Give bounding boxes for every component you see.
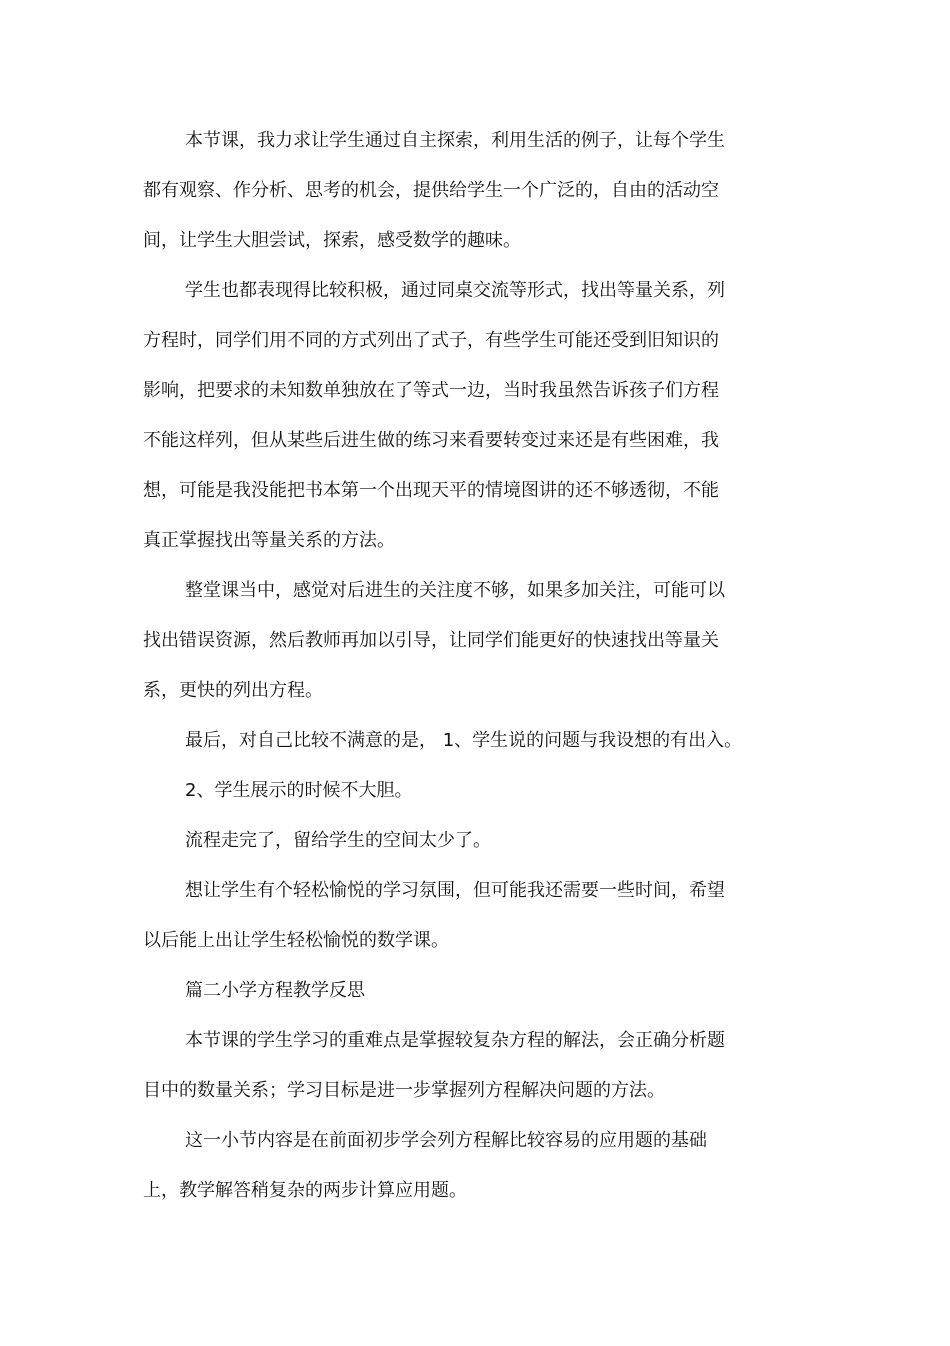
text-line: 真正掌握找出等量关系的方法。 xyxy=(143,530,395,551)
paragraph-9 xyxy=(143,1116,783,1216)
text-line: 间，让学生大胆尝试，探索，感受数学的趣味。 xyxy=(143,230,521,251)
text-line: 流程走完了，留给学生的空间太少了。 xyxy=(185,830,491,851)
text-line: 都有观察、作分析、思考的机会，提供给学生一个广泛的，自由的活动空 xyxy=(143,180,719,201)
text-line: 上，教学解答稍复杂的两步计算应用题。 xyxy=(143,1180,467,1201)
text-line: 这一小节内容是在前面初步学会列方程解比较容易的应用题的基础 xyxy=(185,1130,707,1151)
text-line: 本节课，我力求让学生通过自主探索，利用生活的例子，让每个学生 xyxy=(185,130,725,151)
paragraph-6 xyxy=(143,816,783,866)
text-line: 影响，把要求的未知数单独放在了等式一边，当时我虽然告诉孩子们方程 xyxy=(143,380,719,401)
section-title: 篇二小学方程教学反思 xyxy=(185,980,365,1001)
text-line: 系，更快的列出方程。 xyxy=(143,680,323,701)
text-line: 以后能上出让学生轻松愉悦的数学课。 xyxy=(143,930,449,951)
paragraph-3 xyxy=(143,566,783,716)
paragraph-2 xyxy=(143,266,783,566)
text-line: 想，可能是我没能把书本第一个出现天平的情境图讲的还不够透彻，不能 xyxy=(143,480,719,501)
text-line: 不能这样列，但从某些后进生做的练习来看要转变过来还是有些困难，我 xyxy=(143,430,719,451)
text-line: 方程时，同学们用不同的方式列出了式子，有些学生可能还受到旧知识的 xyxy=(143,330,719,351)
text-line: 整堂课当中，感觉对后进生的关注度不够，如果多加关注，可能可以 xyxy=(185,580,725,601)
text-line: 2、学生展示的时候不大胆。 xyxy=(185,780,413,801)
paragraph-7 xyxy=(143,866,783,966)
paragraph-8 xyxy=(143,1016,783,1116)
text-line: 目中的数量关系；学习目标是进一步掌握列方程解决问题的方法。 xyxy=(143,1080,665,1101)
paragraph-1 xyxy=(143,116,783,266)
text-line: 想让学生有个轻松愉悦的学习氛围，但可能我还需要一些时间，希望 xyxy=(185,880,725,901)
paragraph-4 xyxy=(143,716,783,766)
document-body xyxy=(143,116,783,1216)
paragraph-5 xyxy=(143,766,783,816)
text-line: 找出错误资源，然后教师再加以引导，让同学们能更好的快速找出等量关 xyxy=(143,630,719,651)
section-heading xyxy=(143,966,783,1016)
text-line: 最后，对自己比较不满意的是， 1、学生说的问题与我设想的有出入。 xyxy=(185,730,743,751)
text-line: 本节课的学生学习的重难点是掌握较复杂方程的解法，会正确分析题 xyxy=(185,1030,725,1051)
text-line: 学生也都表现得比较积极，通过同桌交流等形式，找出等量关系，列 xyxy=(185,280,725,301)
